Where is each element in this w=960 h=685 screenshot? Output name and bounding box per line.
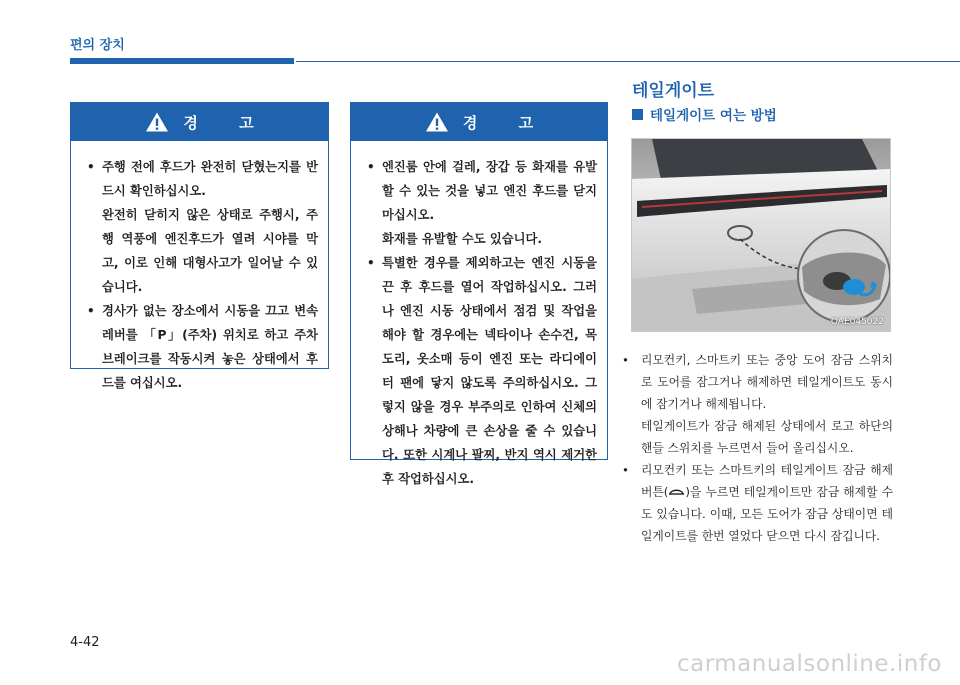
warning-list — [71, 141, 328, 395]
warning-item — [365, 155, 597, 251]
instruction-text-after: )을 누르면 테일게이트만 잠금 해제할 수도 있습니다. 이때, 모든 도어가 잠금 상태이면 테일게이트를 한번 열었다 닫으면 다시 잠깁니다. — [641, 485, 893, 543]
warning-text: • 특별한 경우를 제외하고는 엔진 시동을 끈 후 후드를 열어 작업하십시오. 그러나 엔진 시동 상태에서 점검 및 작업을 해야 할 경우에는 넥타이나 손수건, 목도리, 옷소매 등이 엔진 또는 라디에이터 팬에 닿지 않도록 주의하십시오. 그렇지 않을 경우 부주의로 인하여 신체의 상해나 차량에 큰 손상을 줄 수 있습니다. 또한 시계나 팔찌, 반지 역시 제거한 후 작업하십시오. — [382, 256, 597, 486]
warning-text: 완전히 닫히지 않은 상태로 주행시, 주행 역풍에 엔진후드가 열려 시야를 막고, 이로 인해 대형사고가 일어날 수 있습니다. — [102, 208, 318, 294]
photo-code: OAE045022 — [830, 317, 884, 327]
watermark: carmanualsonline.info — [676, 651, 942, 677]
warning-box-left — [70, 102, 329, 390]
warning-triangle-icon — [425, 111, 449, 133]
square-bullet-icon — [632, 109, 643, 120]
instruction-text — [641, 459, 893, 547]
warning-text: • 경사가 없는 장소에서 시동을 끄고 변속레버를 「P」(주차) 위치로 하고 주차 브레이크를 작동시켜 놓은 상태에서 후드를 여십시오. — [102, 304, 318, 390]
instruction-item — [618, 459, 893, 547]
instruction-text: • 리모컨키, 스마트키 또는 중앙 도어 잠금 스위치로 도어를 잠그거나 해제하면 테일게이트도 동시에 잠기거나 해제됩니다. — [641, 353, 893, 411]
warning-item — [85, 299, 318, 395]
warning-header — [71, 103, 328, 141]
header-rule-thin — [296, 61, 960, 62]
warning-title: 경 고 — [183, 113, 272, 132]
warning-item — [85, 155, 318, 299]
tailgate-subtitle-row — [632, 104, 777, 124]
instruction-text-before: 리모컨키 또는 스마트키의 테일게이트 잠금 해제 버튼( — [641, 463, 893, 499]
warning-list — [351, 141, 607, 491]
car-rear-illustration — [632, 139, 890, 331]
section-title: 편의 장치 — [70, 38, 125, 53]
page-number: 4-42 — [70, 635, 100, 650]
warning-text: • 주행 전에 후드가 완전히 닫혔는지를 반드시 확인하십시오. — [102, 160, 318, 198]
warning-text: • 엔진룸 안에 걸레, 장갑 등 화재를 유발할 수 있는 것을 넣고 엔진 후드를 닫지 마십시오. — [382, 160, 597, 222]
tailgate-unlock-icon — [668, 486, 685, 497]
instruction-item — [618, 349, 893, 459]
tailgate-subtitle: 테일게이트 여는 방법 — [650, 108, 777, 124]
tailgate-instructions — [618, 349, 893, 547]
warning-header — [351, 103, 607, 141]
warning-item — [365, 251, 597, 491]
warning-title: 경 고 — [462, 113, 552, 132]
warning-box-middle — [350, 102, 608, 486]
header-rule-thick — [70, 58, 294, 64]
tailgate-title: 테일게이트 — [632, 81, 715, 101]
tailgate-photo — [631, 138, 891, 332]
warning-triangle-icon — [145, 111, 169, 133]
instruction-text: 테일게이트가 잠금 해제된 상태에서 로고 하단의 핸들 스위치를 누르면서 들어 올리십시오. — [641, 419, 893, 455]
warning-text: 화재를 유발할 수도 있습니다. — [382, 232, 543, 246]
